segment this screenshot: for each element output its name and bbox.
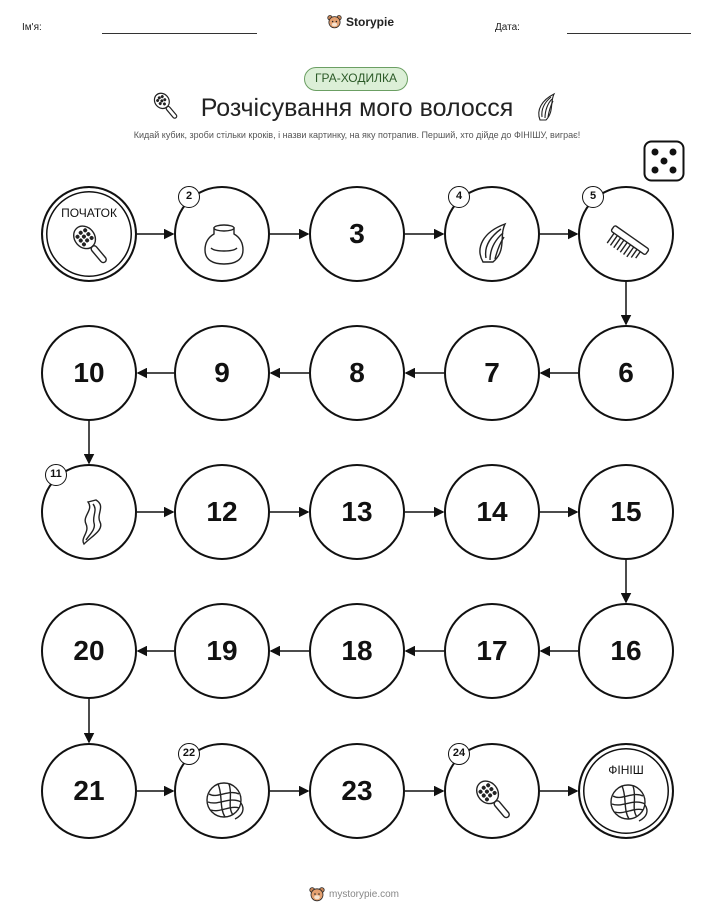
hair-lock-icon [532,90,562,124]
start-space[interactable] [41,186,137,282]
space-number-badge: 11 [45,464,67,486]
board-space-7[interactable] [444,325,540,421]
board-space-18[interactable] [309,603,405,699]
space-number-badge: 24 [448,743,470,765]
jar-icon [199,218,249,268]
board-space-9[interactable] [174,325,270,421]
board-space-21[interactable] [41,743,137,839]
name-line[interactable] [102,33,257,34]
space-number-badge: 4 [448,186,470,208]
board-space-2[interactable] [174,186,270,282]
board-space-24[interactable] [444,743,540,839]
board-space-11[interactable] [41,464,137,560]
page-title: Розчісування мого волосся [200,94,514,122]
bear-logo-icon [327,14,342,29]
space-number: 20 [73,635,105,666]
space-number: 7 [484,357,500,388]
board-space-8[interactable] [309,325,405,421]
board-space-14[interactable] [444,464,540,560]
game-type-badge: ГРА-ХОДИЛКА [304,67,408,91]
space-number: 12 [206,496,238,527]
hairbrush-icon [66,220,116,270]
space-number: 6 [618,357,634,388]
board-space-4[interactable] [444,186,540,282]
board-space-13[interactable] [309,464,405,560]
board-space-5[interactable] [578,186,674,282]
space-number: 14 [476,496,508,527]
wavy-hair-icon [66,496,116,546]
space-number: 16 [610,635,642,666]
bear-logo-icon [309,886,325,902]
footer-site: mystorypie.com [329,888,400,900]
space-number: 3 [349,218,365,249]
space-number-badge: 2 [178,186,200,208]
space-number: 9 [214,357,230,388]
space-number-badge: 22 [178,743,200,765]
space-number: 23 [341,775,373,806]
space-number: 13 [341,496,373,527]
instructions-text: Кидай кубик, зроби стільки кроків, і назви картинку, на яку потрапив. Перший, хто дійде до ФІНІШУ, виграє! [133,130,581,140]
board-space-19[interactable] [174,603,270,699]
hairbrush-icon [469,775,519,825]
space-number: 8 [349,357,365,388]
hair-lock-icon [469,218,519,268]
board-space-6[interactable] [578,325,674,421]
space-number: 17 [476,635,508,666]
brand-logo [327,14,394,29]
board-space-17[interactable] [444,603,540,699]
board-space-12[interactable] [174,464,270,560]
name-label: Ім'я: [22,22,42,33]
space-number: 19 [206,635,238,666]
yarn-ball-icon [199,775,249,825]
brand-name: Storypie [346,14,395,29]
comb-icon [603,218,653,268]
space-number: 10 [73,357,105,388]
space-number: 21 [73,775,105,806]
date-line[interactable] [567,33,691,34]
space-number-badge: 5 [582,186,604,208]
space-label: ПОЧАТОК [61,206,117,220]
space-number: 18 [341,635,373,666]
board-space-20[interactable] [41,603,137,699]
board-space-15[interactable] [578,464,674,560]
die-icon[interactable] [643,140,685,182]
space-number: 15 [610,496,642,527]
board-space-3[interactable] [309,186,405,282]
board-space-10[interactable] [41,325,137,421]
space-label: ФІНІШ [608,763,644,777]
board-space-22[interactable] [174,743,270,839]
finish-space[interactable] [578,743,674,839]
footer [309,886,399,902]
yarn-ball-icon [603,777,653,827]
board-space-23[interactable] [309,743,405,839]
board-space-16[interactable] [578,603,674,699]
date-label: Дата: [495,22,520,33]
